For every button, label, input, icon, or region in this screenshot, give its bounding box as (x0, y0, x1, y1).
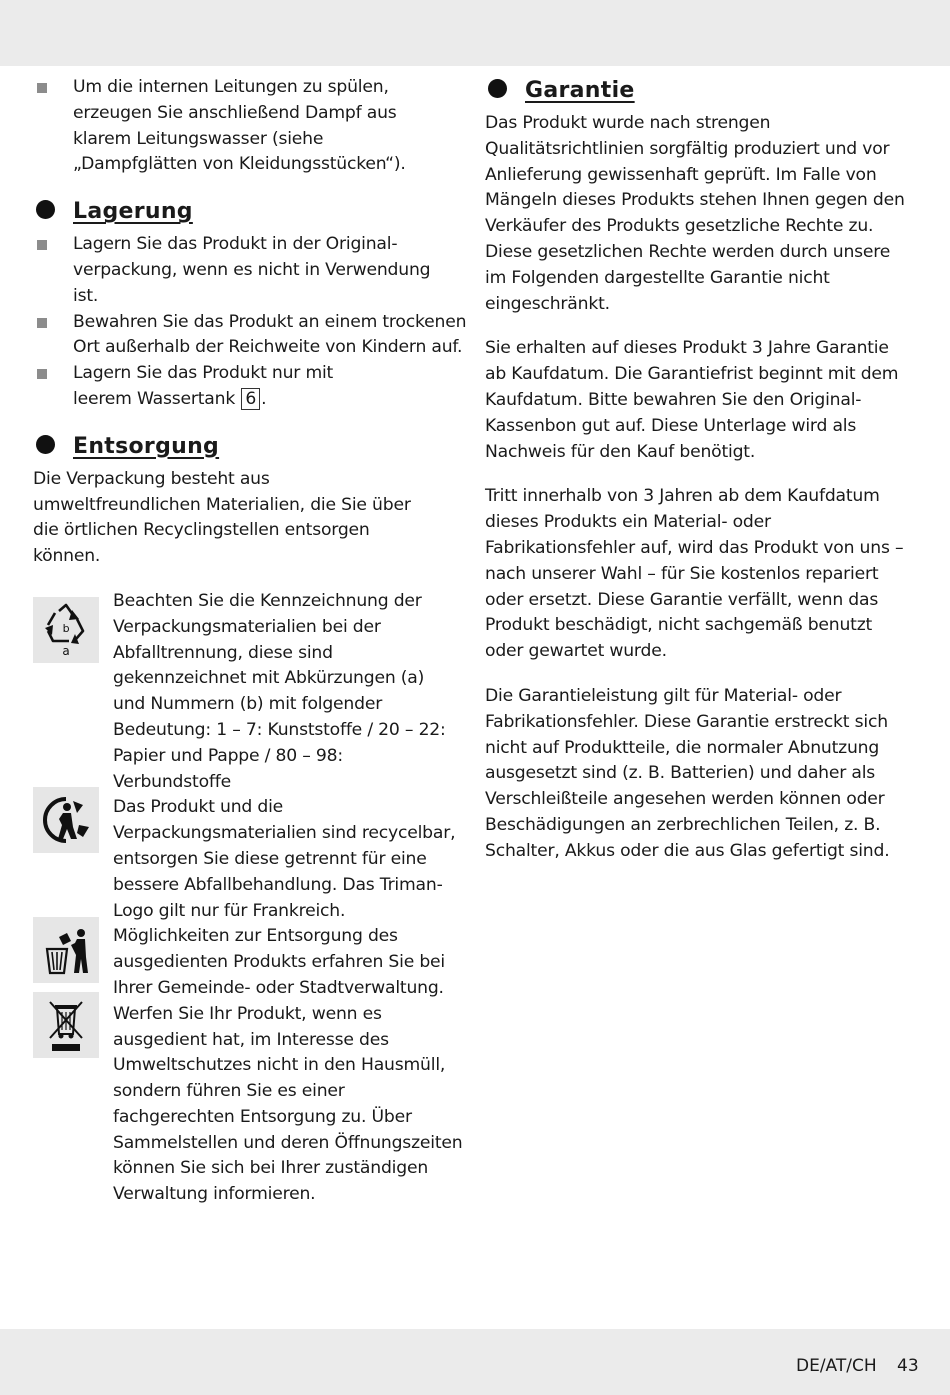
list-item (33, 232, 443, 309)
weee-symbol-row (33, 1002, 468, 1208)
section-dot-icon (36, 435, 55, 454)
bullet-square-icon (37, 83, 47, 93)
warranty-paragraph: Sie erhalten auf dieses Produkt 3 Jahre Garantie ab Kaufdatum. Die Garantiefrist beginnt mit dem Kaufdatum. Bitte bewahren Sie den Original-Kassenbon gut auf. Diese Unterlage wird als Nachweis für den Kauf benötigt. (485, 338, 899, 462)
right-column (485, 75, 925, 865)
weee-symbol-text: Werfen Sie Ihr Produkt, wenn es ausgedient hat, im Interesse des Umweltschutzes nicht in den Hausmüll, sondern führen Sie es einer fachgerechten Entsorgung zu. Über Sammelstellen und deren Öffnungszeiten können Sie sich bei Ihrer zuständigen Verwaltung informieren. (113, 1003, 463, 1205)
disposal-title: Entsorgung (73, 433, 220, 459)
tank-suffix: . (261, 388, 267, 409)
warranty-paragraph: Tritt innerhalb von 3 Jahren ab dem Kaufdatum dieses Produkts ein Material- oder Fabrikationsfehler auf, wird das Produkt von uns – nach unserer Wahl – für Sie kostenlos repariert oder ersetzt. Diese Garantie verfällt, wenn das Produkt beschädigt, nicht sachgemäß benutzt oder gewartet wurde. (485, 486, 904, 662)
disposal-intro: Die Verpackung besteht aus umweltfreundlichen Materialien, die Sie über die örtlichen Recyclingstellen entsorgen können. (33, 468, 411, 567)
storage-heading (33, 192, 463, 232)
warranty-heading (485, 71, 925, 111)
bin-symbol-text: Möglichkeiten zur Entsorgung des ausgedienten Produkts erfahren Sie bei Ihrer Gemeinde- oder Stadtverwaltung. (113, 926, 445, 998)
disposal-heading (33, 427, 463, 467)
recycle-symbol-icon (33, 597, 99, 663)
storage-item-text: Bewahren Sie das Produkt an einem trockenen Ort außerhalb der Reichweite von Kindern auf. (73, 311, 467, 358)
list-item (33, 310, 493, 362)
list-item (33, 75, 445, 178)
footer-region: DE/AT/CH (796, 1356, 877, 1376)
warranty-paragraph: Die Garantieleistung gilt für Material- oder Fabrikationsfehler. Diese Garantie erstreckt sich nicht auf Produktteile, die normaler Abnutzung ausgesetzt sind (z. B. Batterien) und daher als Verschleißteile angesehen werden können oder Beschädigungen an zerbrechlichen Teilen, z. B. Schalter, Akkus oder die aus Glas gefertigt sind. (485, 685, 890, 861)
storage-item-text: Lagern Sie das Produkt in der Original-verpackung, wenn es nicht in Verwendung ist. (73, 234, 431, 306)
triman-logo-icon (33, 787, 99, 853)
left-column (33, 75, 467, 1208)
bin-symbol-row (33, 924, 458, 1001)
bullet-square-icon (37, 240, 47, 250)
section-dot-icon (488, 79, 507, 98)
triman-symbol-text: Das Produkt und die Verpackungsmaterialien sind recycelbar, entsorgen Sie diese getrennt für eine bessere Abfallbehandlung. Das Triman-Logo gilt nur für Frankreich. (113, 797, 456, 921)
storage-item-text (73, 361, 393, 413)
svg-text:a: a (62, 643, 70, 658)
intro-bullet-text: Um die internen Leitungen zu spülen, erzeugen Sie anschließend Dampf aus klarem Leitungswasser (siehe „Dampfglätten von Kleidungsstücken“). (73, 77, 406, 175)
bullet-square-icon (37, 369, 47, 379)
header-bar (0, 0, 950, 66)
storage-title: Lagerung (73, 199, 193, 225)
crossed-bin-icon (33, 992, 99, 1058)
tank-reference: 6 (241, 388, 260, 410)
waste-bin-icon (33, 917, 99, 983)
page-number: 43 (897, 1356, 919, 1376)
section-dot-icon (36, 200, 55, 219)
triman-symbol-row (33, 795, 458, 924)
bullet-square-icon (37, 318, 47, 328)
warranty-title: Garantie (525, 78, 635, 103)
svg-text:b: b (62, 621, 70, 635)
warranty-paragraph: Das Produkt wurde nach strengen Qualitätsrichtlinien sorgfältig produziert und vor Anlieferung gewissenhaft geprüft. Im Falle von Mängeln dieses Produkts stehen Ihnen gegen den Verkäufer des Produkts gesetzliche Rechte zu. Diese gesetzlichen Rechte werden durch unsere im Folgenden dargestellte Garantie nicht eingeschränkt. (485, 113, 905, 314)
list-item (33, 361, 393, 413)
recycle-symbol-text: Beachten Sie die Kennzeichnung der Verpackungsmaterialien bei der Abfalltrennung, diese sind gekennzeichnet mit Abkürzungen (a) und Nummern (b) mit folgender Bedeutung: 1 – 7: Kunststoffe / 20 – 22: Papier und Pappe / 80 – 98: Verbundstoffe (113, 590, 446, 792)
storage-item-label: Lagern Sie das Produkt nur mit leerem Wassertank (73, 363, 334, 409)
recycle-symbol-row (33, 589, 458, 795)
